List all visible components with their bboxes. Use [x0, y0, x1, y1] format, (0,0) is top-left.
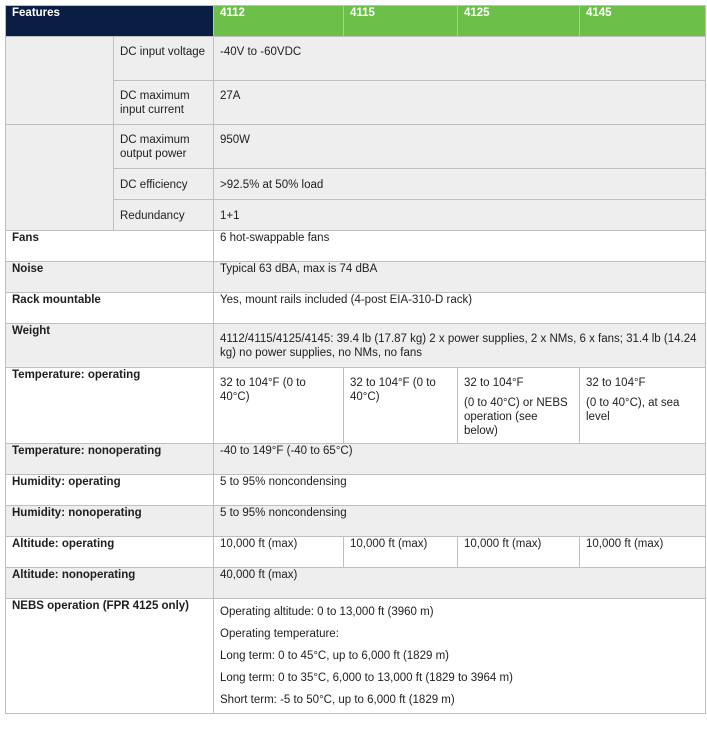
value-dc-max-output-power: 950W — [214, 125, 706, 169]
header-model-4145: 4145 — [580, 6, 706, 37]
power-group-cell-a — [6, 37, 114, 125]
row-label-altitude-operating: Altitude: operating — [6, 537, 214, 568]
temp-op-4125-range: 32 to 104°F — [464, 377, 524, 389]
table-row — [6, 368, 706, 444]
row-label-redundancy: Redundancy — [114, 200, 214, 231]
table-row — [6, 231, 706, 262]
value-alt-op-4115: 10,000 ft (max) — [344, 537, 458, 568]
temp-op-4145-range: 32 to 104°F — [586, 377, 646, 389]
table-row — [6, 537, 706, 568]
value-alt-op-4112: 10,000 ft (max) — [214, 537, 344, 568]
table-row — [6, 293, 706, 324]
row-label-temperature-nonoperating: Temperature: nonoperating — [6, 444, 214, 475]
header-features: Features — [6, 6, 214, 37]
row-label-nebs-operation: NEBS operation (FPR 4125 only) — [6, 599, 214, 714]
value-nebs-operation — [214, 599, 706, 714]
value-redundancy: 1+1 — [214, 200, 706, 231]
nebs-line: Long term: 0 to 45°C, up to 6,000 ft (1829 m) — [220, 650, 449, 662]
row-label-altitude-nonoperating: Altitude: nonoperating — [6, 568, 214, 599]
header-model-4115: 4115 — [344, 6, 458, 37]
value-temp-op-4112: 32 to 104°F (0 to 40°C) — [214, 368, 344, 444]
row-label-dc-max-output-power: DC maximum output power — [114, 125, 214, 169]
value-alt-op-4145: 10,000 ft (max) — [580, 537, 706, 568]
value-weight: 4112/4115/4125/4145: 39.4 lb (17.87 kg) 2 x power supplies, 2 x NMs, 6 x fans; 31.4 lb (14.24 kg) no power supplies, no NMs, no fans — [214, 324, 706, 368]
row-label-dc-input-voltage: DC input voltage — [114, 37, 214, 81]
nebs-line: Operating altitude: 0 to 13,000 ft (3960 m) — [220, 606, 434, 618]
row-label-temperature-operating: Temperature: operating — [6, 368, 214, 444]
value-noise: Typical 63 dBA, max is 74 dBA — [214, 262, 706, 293]
table-row — [6, 599, 706, 714]
temp-op-4145-note: (0 to 40°C), at sea level — [586, 397, 680, 423]
nebs-line: Short term: -5 to 50°C, up to 6,000 ft (1829 m) — [220, 694, 455, 706]
temp-op-4125-note: (0 to 40°C) or NEBS operation (see below) — [464, 397, 568, 437]
row-label-humidity-nonoperating: Humidity: nonoperating — [6, 506, 214, 537]
value-alt-op-4125: 10,000 ft (max) — [458, 537, 580, 568]
value-dc-max-input-current: 27A — [214, 81, 706, 125]
row-label-weight: Weight — [6, 324, 214, 368]
table-header-row — [6, 6, 706, 37]
header-model-4125: 4125 — [458, 6, 580, 37]
value-altitude-nonoperating: 40,000 ft (max) — [214, 568, 706, 599]
specifications-table — [5, 5, 706, 714]
header-model-4112: 4112 — [214, 6, 344, 37]
value-dc-input-voltage: -40V to -60VDC — [214, 37, 706, 81]
value-temp-op-4125 — [458, 368, 580, 444]
value-humidity-operating: 5 to 95% noncondensing — [214, 475, 706, 506]
table-row — [6, 262, 706, 293]
table-row — [6, 37, 706, 81]
row-label-humidity-operating: Humidity: operating — [6, 475, 214, 506]
value-dc-efficiency: >92.5% at 50% load — [214, 169, 706, 200]
row-label-dc-max-input-current: DC maximum input current — [114, 81, 214, 125]
value-temp-op-4145 — [580, 368, 706, 444]
row-label-rack-mountable: Rack mountable — [6, 293, 214, 324]
value-fans: 6 hot-swappable fans — [214, 231, 706, 262]
row-label-dc-efficiency: DC efficiency — [114, 169, 214, 200]
table-row — [6, 506, 706, 537]
row-label-fans: Fans — [6, 231, 214, 262]
table-row — [6, 475, 706, 506]
table-row — [6, 444, 706, 475]
nebs-line: Long term: 0 to 35°C, 6,000 to 13,000 ft (1829 to 3964 m) — [220, 672, 513, 684]
power-group-cell-b — [6, 125, 114, 231]
value-temp-op-4115: 32 to 104°F (0 to 40°C) — [344, 368, 458, 444]
table-row — [6, 568, 706, 599]
row-label-noise: Noise — [6, 262, 214, 293]
value-temperature-nonoperating: -40 to 149°F (-40 to 65°C) — [214, 444, 706, 475]
table-row — [6, 125, 706, 169]
value-humidity-nonoperating: 5 to 95% noncondensing — [214, 506, 706, 537]
value-rack-mountable: Yes, mount rails included (4-post EIA-310-D rack) — [214, 293, 706, 324]
nebs-line: Operating temperature: — [220, 628, 339, 640]
table-row — [6, 324, 706, 368]
